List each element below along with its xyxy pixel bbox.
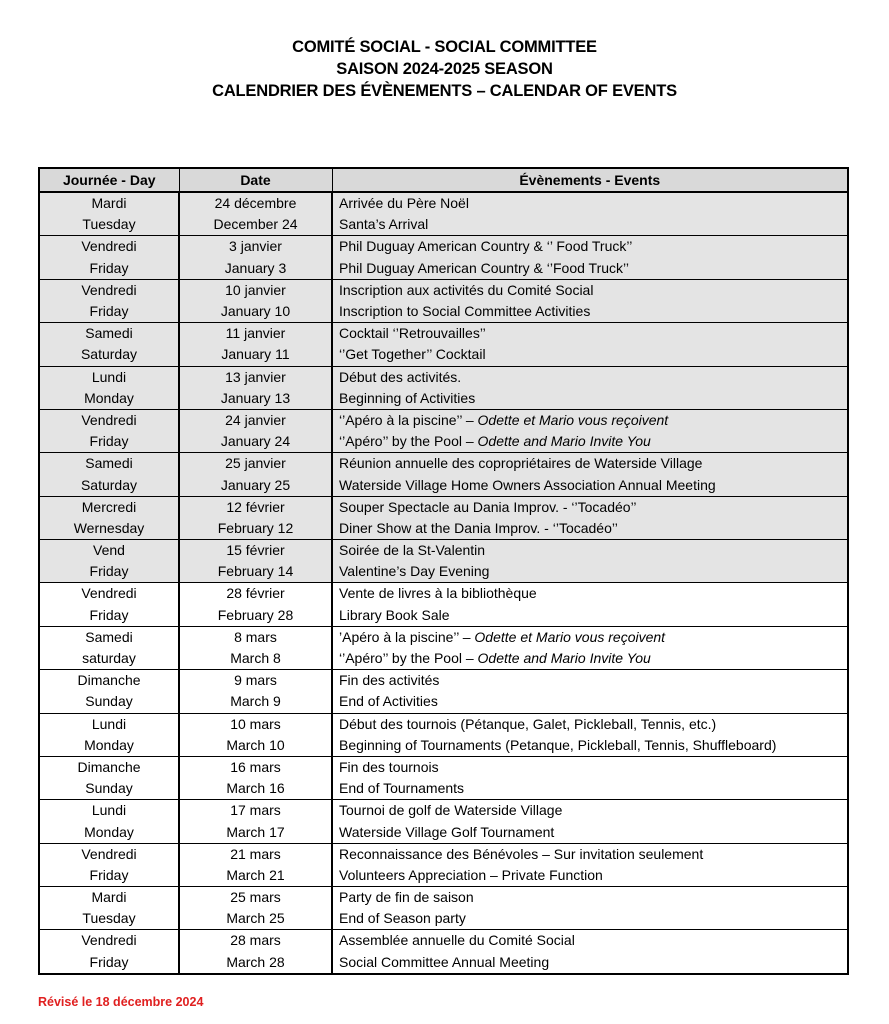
date-cell: March 17 <box>179 821 332 843</box>
event-cell <box>332 908 848 930</box>
event-text: Phil Duguay American Country & ‘’ Food Truck’’ <box>339 238 633 255</box>
date-cell: February 12 <box>179 518 332 540</box>
event-text: Inscription to Social Committee Activities <box>339 303 591 320</box>
event-cell <box>332 431 848 453</box>
date-cell: 15 février <box>179 540 332 562</box>
event-cell <box>332 887 848 909</box>
event-text: ‘’Apéro’’ by the Pool – <box>339 433 478 450</box>
event-text: Cocktail ‘’Retrouvailles’’ <box>339 325 486 342</box>
day-cell: Friday <box>39 952 179 974</box>
event-text: Volunteers Appreciation – Private Function <box>339 866 603 883</box>
event-cell <box>332 691 848 713</box>
table-row <box>39 366 848 388</box>
event-cell <box>332 930 848 952</box>
event-cell <box>332 605 848 627</box>
day-cell: Wernesday <box>39 518 179 540</box>
day-cell: Monday <box>39 821 179 843</box>
event-text: End of Season party <box>339 910 466 927</box>
table-row <box>39 605 848 627</box>
event-cell <box>332 865 848 887</box>
day-cell: Tuesday <box>39 908 179 930</box>
events-table-body <box>39 192 848 974</box>
table-row <box>39 236 848 258</box>
day-cell: Dimanche <box>39 756 179 778</box>
table-row <box>39 518 848 540</box>
event-cell <box>332 279 848 301</box>
table-row <box>39 561 848 583</box>
event-cell <box>332 258 848 280</box>
table-row <box>39 908 848 930</box>
table-row <box>39 952 848 974</box>
event-text: Vente de livres à la bibliothèque <box>339 585 537 602</box>
day-cell: saturday <box>39 648 179 670</box>
table-row <box>39 735 848 757</box>
event-text: ‘’Get Together’’ Cocktail <box>339 346 486 363</box>
event-cell <box>332 474 848 496</box>
event-text: Diner Show at the Dania Improv. - ‘’Tocadéo’’ <box>339 519 618 536</box>
date-cell: 17 mars <box>179 800 332 822</box>
event-cell <box>332 670 848 692</box>
event-cell <box>332 843 848 865</box>
event-text: End of Activities <box>339 693 438 710</box>
event-text: Library Book Sale <box>339 606 450 623</box>
event-text: Party de fin de saison <box>339 889 474 906</box>
date-cell: February 14 <box>179 561 332 583</box>
day-cell: Monday <box>39 735 179 757</box>
date-cell: March 28 <box>179 952 332 974</box>
event-text: ‘’Apéro à la piscine’’ – <box>339 411 478 428</box>
day-cell: Vendredi <box>39 583 179 605</box>
table-row <box>39 192 848 214</box>
event-cell <box>332 756 848 778</box>
date-cell: January 25 <box>179 474 332 496</box>
day-cell: Mercredi <box>39 496 179 518</box>
event-cell <box>332 453 848 475</box>
event-cell <box>332 778 848 800</box>
date-cell: 25 mars <box>179 887 332 909</box>
date-cell: January 10 <box>179 301 332 323</box>
date-cell: 12 février <box>179 496 332 518</box>
day-cell: Lundi <box>39 713 179 735</box>
date-cell: 21 mars <box>179 843 332 865</box>
table-row <box>39 409 848 431</box>
table-row <box>39 843 848 865</box>
table-row <box>39 887 848 909</box>
event-text: Waterside Village Home Owners Association Annual Meeting <box>339 476 716 493</box>
day-cell: Tuesday <box>39 214 179 236</box>
table-row <box>39 756 848 778</box>
table-row <box>39 778 848 800</box>
table-row <box>39 540 848 562</box>
day-cell: Mardi <box>39 887 179 909</box>
event-cell <box>332 583 848 605</box>
date-cell: 28 mars <box>179 930 332 952</box>
table-header-row <box>39 168 848 192</box>
day-cell: Vend <box>39 540 179 562</box>
event-text: Début des activités. <box>339 368 462 385</box>
table-row <box>39 474 848 496</box>
event-cell <box>332 366 848 388</box>
day-cell: Saturday <box>39 344 179 366</box>
document-header <box>0 36 889 102</box>
table-row <box>39 388 848 410</box>
event-cell <box>332 214 848 236</box>
day-cell: Lundi <box>39 800 179 822</box>
date-cell: 10 mars <box>179 713 332 735</box>
day-cell: Dimanche <box>39 670 179 692</box>
table-row <box>39 496 848 518</box>
title-line-3: CALENDRIER DES ÉVÈNEMENTS – CALENDAR OF EVENTS <box>212 82 677 100</box>
event-text: Beginning of Tournaments (Petanque, Pickleball, Tennis, Shuffleboard) <box>339 736 777 753</box>
event-cell <box>332 301 848 323</box>
day-cell: Friday <box>39 301 179 323</box>
day-cell: Mardi <box>39 192 179 214</box>
event-cell <box>332 409 848 431</box>
day-cell: Vendredi <box>39 843 179 865</box>
table-row <box>39 800 848 822</box>
date-cell: March 10 <box>179 735 332 757</box>
date-cell: March 8 <box>179 648 332 670</box>
event-text: Assemblée annuelle du Comité Social <box>339 932 575 949</box>
date-cell: 24 janvier <box>179 409 332 431</box>
event-host-text: Odette and Mario Invite You <box>477 650 651 667</box>
date-cell: 25 janvier <box>179 453 332 475</box>
day-cell: Lundi <box>39 366 179 388</box>
day-cell: Samedi <box>39 323 179 345</box>
title-line-1: COMITÉ SOCIAL - SOCIAL COMMITTEE <box>292 38 597 56</box>
event-cell <box>332 496 848 518</box>
day-cell: Sunday <box>39 691 179 713</box>
table-row <box>39 626 848 648</box>
table-row <box>39 930 848 952</box>
date-cell: 11 janvier <box>179 323 332 345</box>
event-cell <box>332 648 848 670</box>
day-cell: Friday <box>39 431 179 453</box>
event-text: Social Committee Annual Meeting <box>339 953 550 970</box>
date-cell: 9 mars <box>179 670 332 692</box>
event-cell <box>332 192 848 214</box>
day-cell: Friday <box>39 561 179 583</box>
event-cell <box>332 626 848 648</box>
event-cell <box>332 323 848 345</box>
event-text: ’Apéro à la piscine’’ – <box>339 628 475 645</box>
table-row <box>39 323 848 345</box>
column-header-events: Évènements - Events <box>332 168 848 192</box>
event-cell <box>332 561 848 583</box>
day-cell: Vendredi <box>39 930 179 952</box>
table-row <box>39 279 848 301</box>
event-text: Phil Duguay American Country & ‘’Food Truck’’ <box>339 259 629 276</box>
event-text: Début des tournois (Pétanque, Galet, Pickleball, Tennis, etc.) <box>339 715 717 732</box>
event-text: ‘’Apéro’’ by the Pool – <box>339 650 478 667</box>
date-cell: 24 décembre <box>179 192 332 214</box>
table-row <box>39 258 848 280</box>
event-host-text: Odette et Mario vous reçoivent <box>474 628 666 645</box>
event-text: Inscription aux activités du Comité Social <box>339 281 594 298</box>
date-cell: 13 janvier <box>179 366 332 388</box>
date-cell: January 11 <box>179 344 332 366</box>
table-row <box>39 691 848 713</box>
table-row <box>39 453 848 475</box>
event-cell <box>332 518 848 540</box>
event-text: Waterside Village Golf Tournament <box>339 823 555 840</box>
date-cell: 10 janvier <box>179 279 332 301</box>
event-cell <box>332 388 848 410</box>
table-row <box>39 713 848 735</box>
date-cell: March 16 <box>179 778 332 800</box>
date-cell: December 24 <box>179 214 332 236</box>
day-cell: Samedi <box>39 626 179 648</box>
event-cell <box>332 236 848 258</box>
event-host-text: Odette et Mario vous reçoivent <box>477 411 669 428</box>
event-text: Réunion annuelle des copropriétaires de Waterside Village <box>339 455 703 472</box>
day-cell: Friday <box>39 865 179 887</box>
day-cell: Saturday <box>39 474 179 496</box>
event-text: Fin des activités <box>339 672 440 689</box>
day-cell: Samedi <box>39 453 179 475</box>
event-cell <box>332 344 848 366</box>
event-text: Valentine’s Day Evening <box>339 563 490 580</box>
day-cell: Vendredi <box>39 279 179 301</box>
event-text: Fin des tournois <box>339 758 439 775</box>
event-cell <box>332 821 848 843</box>
event-text: Soirée de la St-Valentin <box>339 542 486 559</box>
table-row <box>39 431 848 453</box>
date-cell: January 3 <box>179 258 332 280</box>
day-cell: Monday <box>39 388 179 410</box>
table-row <box>39 214 848 236</box>
table-row <box>39 821 848 843</box>
table-row <box>39 648 848 670</box>
event-text: End of Tournaments <box>339 780 465 797</box>
event-cell <box>332 713 848 735</box>
date-cell: January 24 <box>179 431 332 453</box>
day-cell: Vendredi <box>39 409 179 431</box>
revision-note: Révisé le 18 décembre 2024 <box>38 995 204 1009</box>
event-cell <box>332 735 848 757</box>
event-text: Souper Spectacle au Dania Improv. - ‘’Tocadéo’’ <box>339 498 637 515</box>
day-cell: Friday <box>39 258 179 280</box>
date-cell: 3 janvier <box>179 236 332 258</box>
day-cell: Friday <box>39 605 179 627</box>
date-cell: 8 mars <box>179 626 332 648</box>
date-cell: 16 mars <box>179 756 332 778</box>
events-table <box>38 167 849 975</box>
event-text: Arrivée du Père Noël <box>339 195 469 212</box>
event-cell <box>332 540 848 562</box>
day-cell: Sunday <box>39 778 179 800</box>
event-text: Santa’s Arrival <box>339 216 429 233</box>
table-row <box>39 301 848 323</box>
date-cell: March 9 <box>179 691 332 713</box>
date-cell: 28 février <box>179 583 332 605</box>
event-text: Tournoi de golf de Waterside Village <box>339 802 563 819</box>
date-cell: January 13 <box>179 388 332 410</box>
table-row <box>39 344 848 366</box>
table-row <box>39 865 848 887</box>
title-line-2: SAISON 2024-2025 SEASON <box>336 60 553 78</box>
event-cell <box>332 800 848 822</box>
date-cell: March 25 <box>179 908 332 930</box>
date-cell: February 28 <box>179 605 332 627</box>
event-host-text: Odette and Mario Invite You <box>477 433 651 450</box>
event-text: Reconnaissance des Bénévoles – Sur invitation seulement <box>339 845 704 862</box>
table-row <box>39 670 848 692</box>
event-text: Beginning of Activities <box>339 389 476 406</box>
date-cell: March 21 <box>179 865 332 887</box>
event-cell <box>332 952 848 974</box>
column-header-date: Date <box>179 168 332 192</box>
table-row <box>39 583 848 605</box>
day-cell: Vendredi <box>39 236 179 258</box>
column-header-day: Journée - Day <box>39 168 179 192</box>
